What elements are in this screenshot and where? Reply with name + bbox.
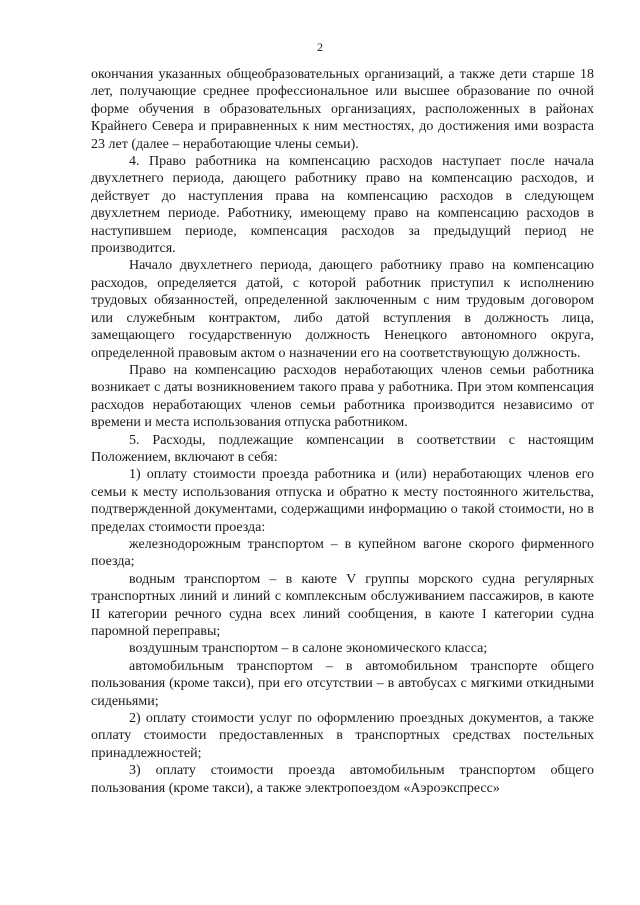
paragraph-subitem-1: 1) оплату стоимости проезда работника и (или) неработающих членов его семьи к месту использования отпуска и обратно к месту постоянного жительства, подтвержденной документами, содержащими информацию о такой стоимости, но в пределах стоимости проезда: <box>91 467 594 535</box>
paragraph-subitem-3: 3) оплату стоимости проезда автомобильным транспортом общего пользования (кроме такси), а также электропоездом «Аэроэкспресс» <box>91 763 594 796</box>
paragraph-subitem-2: 2) оплату стоимости услуг по оформлению проездных документов, а также оплату стоимости предоставленных в транспортных средствах постельных принадлежностей; <box>91 711 594 761</box>
paragraph-period-start: Начало двухлетнего периода, дающего работнику право на компенсацию расходов, определяется датой, с которой работник приступил к исполнению трудовых обязанностей, определенной заключенным с ним трудовым договором или служебным контрактом, либо датой вступления в должность лица, замещающего государственную должность Ненецкого автономного округа, определенной правовым актом о назначении его на соответствующую должность. <box>91 258 594 361</box>
paragraph-water-transport: водным транспортом – в каюте V группы морского судна регулярных транспортных линий и линий с комплексным обслуживанием пассажиров, в каюте II категории речного судна всех линий сообщения, в каюте I категории судна паромной переправы; <box>91 571 594 639</box>
paragraph-air-transport: воздушным транспортом – в салоне экономического класса; <box>129 641 488 657</box>
paragraph-item-5: 5. Расходы, подлежащие компенсации в соответствии с настоящим Положением, включают в себя: <box>91 432 594 465</box>
paragraph-rail-transport: железнодорожным транспортом – в купейном вагоне скорого фирменного поезда; <box>91 536 594 570</box>
page-number: 2 <box>317 40 323 54</box>
document-body <box>91 66 594 797</box>
paragraph-continuation: окончания указанных общеобразовательных организаций, а также дети старше 18 лет, получающие среднее профессиональное или высшее образование по очной форме обучения в образовательных организациях, расположенных в районах Крайнего Севера и приравненных к ним местностях, до достижения ими возраста 23 лет (далее – неработающие члены семьи). <box>91 67 594 152</box>
paragraph-road-transport: автомобильным транспортом – в автомобильном транспорте общего пользования (кроме такси), при его отсутствии – в автобусах с мягкими откидными сиденьями; <box>91 658 594 709</box>
paragraph-family-rights: Право на компенсацию расходов неработающих членов семьи работника возникает с даты возникновением такого права у работника. При этом компенсация расходов неработающих членов семьи работника производится независимо от времени и места использования отпуска работником. <box>91 362 594 431</box>
paragraph-item-4: 4. Право работника на компенсацию расходов наступает после начала двухлетнего периода, дающего работнику право на компенсацию расходов, и действует до наступления права на компенсацию расходов в следующем двухлетнем периоде. Работнику, имеющему право на компенсацию расходов в наступившем периоде, компенсация расходов за предыдущий период не производится. <box>91 154 594 257</box>
